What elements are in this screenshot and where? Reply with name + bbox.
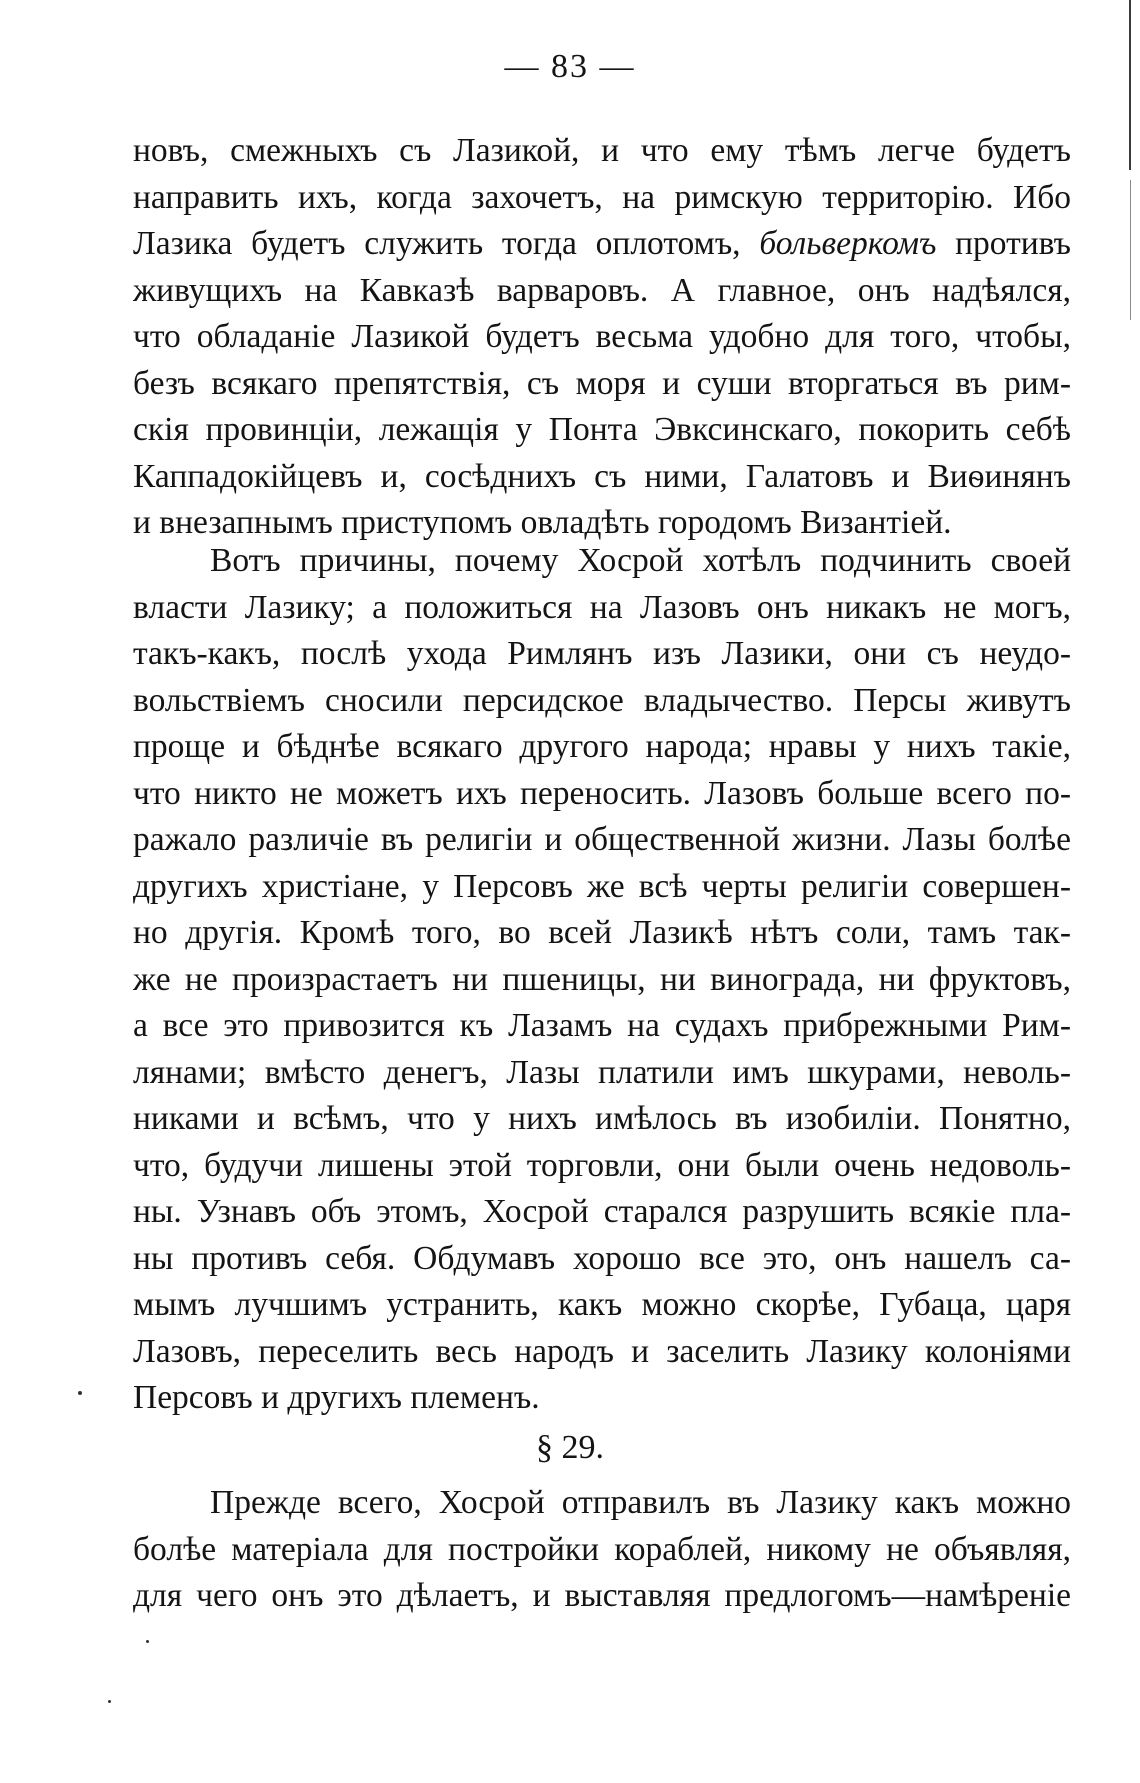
text-line: проще и бѣднѣе всякаго другого народа; нравы у нихъ такіе, — [133, 728, 1071, 765]
text-line: ны. Узнавъ объ этомъ, Хосрой старался разрушить всякіе пла- — [133, 1193, 1071, 1230]
text-line: а все это привозится къ Лазамъ на судахъ прибрежными Рим- — [133, 1007, 1071, 1044]
text-line: Прежде всего, Хосрой отправилъ въ Лазику какъ можно — [210, 1484, 1071, 1521]
text-line: и внезапнымъ приступомъ овладѣть городомъ Византіей. — [133, 504, 952, 541]
text-line: Лазовъ, переселить весь народъ и заселить Лазику колоніями — [133, 1332, 1071, 1370]
paragraph — [133, 1480, 1071, 1620]
text-line: другихъ христіане, у Персовъ же всѣ черты религіи совершен- — [133, 867, 1071, 905]
text-line: но другія. Кромѣ того, во всей Лазикѣ нѣтъ соли, тамъ так- — [133, 914, 1071, 951]
page-number: — 83 — — [504, 48, 636, 85]
emphasized-word: больверкомъ — [759, 225, 937, 262]
section-heading: § 29. — [536, 1429, 604, 1466]
text-line: мымъ лучшимъ устранить, какъ можно скорѣе, Губаца, царя — [133, 1286, 1071, 1323]
text-line: ражало различіе въ религіи и общественной жизни. Лазы болѣе — [133, 821, 1071, 858]
print-speck — [78, 1391, 82, 1395]
text-line: болѣе матеріала для постройки кораблей, никому не объявляя, — [133, 1530, 1071, 1568]
text-line: новъ, смежныхъ съ Лазикой, и что ему тѣмъ легче будетъ — [133, 132, 1071, 169]
text-line: живущихъ на Кавказѣ варваровъ. А главное, онъ надѣялся, — [133, 271, 1071, 309]
print-speck — [146, 1640, 149, 1643]
text-line: никами и всѣмъ, что у нихъ имѣлось въ изобиліи. Понятно, — [133, 1100, 1071, 1137]
text-line: лянами; вмѣсто денегъ, Лазы платили имъ шкурами, неволь- — [133, 1053, 1071, 1091]
text-line: скія провинціи, лежащія у Понта Эвксинскаго, покорить себѣ — [133, 411, 1071, 448]
text-line: Персовъ и другихъ племенъ. — [133, 1379, 540, 1416]
text-line: для чего онъ это дѣлаетъ, и выставляя предлогомъ—намѣреніе — [133, 1577, 1071, 1614]
paragraph — [133, 538, 1071, 1422]
print-speck — [108, 1700, 111, 1703]
text-line: же не произрастаетъ ни пшеницы, ни винограда, ни фруктовъ, — [133, 960, 1071, 998]
text-line: вольствіемъ сносили персидское владычество. Персы живутъ — [133, 681, 1071, 719]
text-line: Лазика будетъ служить тогда оплотомъ, больверкомъ противъ — [133, 225, 1071, 262]
text-line: ны противъ себя. Обдумавъ хорошо все это, онъ нашелъ са- — [133, 1239, 1071, 1277]
text-line: Каппадокійцевъ и, сосѣднихъ съ ними, Галатовъ и Виѳинянъ — [133, 457, 1071, 495]
text-line: что никто не можетъ ихъ переносить. Лазовъ больше всего по- — [133, 774, 1071, 812]
text-line: такъ-какъ, послѣ ухода Римлянъ изъ Лазики, они съ неудо- — [133, 635, 1071, 672]
text-line: направить ихъ, когда захочетъ, на римскую территорію. Ибо — [133, 178, 1071, 216]
text-line: власти Лазику; а положиться на Лазовъ онъ никакъ не могъ, — [133, 588, 1071, 626]
text-line: Вотъ причины, почему Хосрой хотѣлъ подчинить своей — [210, 542, 1071, 579]
page-edge-rule — [1130, 180, 1131, 320]
text-line: что, будучи лишены этой торговли, они были очень недоволь- — [133, 1146, 1071, 1184]
text-line: что обладаніе Лазикой будетъ весьма удобно для того, чтобы, — [133, 318, 1071, 355]
paragraph — [133, 128, 1071, 547]
text-line: безъ всякаго препятствія, съ моря и суши вторгаться въ рим- — [133, 364, 1071, 402]
